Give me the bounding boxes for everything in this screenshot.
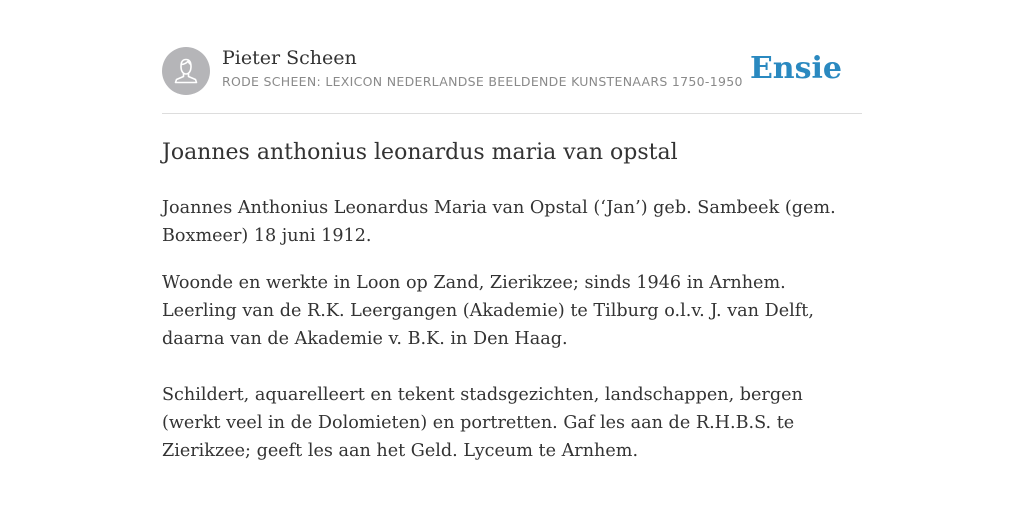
author-name-link[interactable]: Pieter Scheen <box>222 47 357 69</box>
ensie-logo[interactable]: Ensie <box>749 51 842 86</box>
author-header <box>162 46 862 96</box>
user-silhouette-icon <box>162 47 210 95</box>
source-title-link[interactable]: RODE SCHEEN: LEXICON NEDERLANDSE BEELDENDE KUNSTENAARS 1750-1950 <box>222 74 743 89</box>
author-avatar[interactable] <box>162 47 210 95</box>
article-paragraph-1: Joannes Anthonius Leonardus Maria van Opstal (‘Jan’) geb. Sambeek (gem. Boxmeer) 18 juni 1912. <box>162 198 836 246</box>
article-paragraph-3: Schildert, aquarelleert en tekent stadsgezichten, landschappen, bergen (werkt veel in de Dolomieten) en portretten. Gaf les aan de R.H.B.S. te Zierikzee; geeft les aan het Geld. Lyceum te Arnhem. <box>162 385 803 461</box>
header-divider <box>162 113 862 114</box>
article-body <box>162 137 862 465</box>
article-paragraph-2: Woonde en werkte in Loon op Zand, Zierikzee; sinds 1946 in Arnhem. Leerling van de R.K. Leergangen (Akademie) te Tilburg o.l.v. J. van Delft, daarna van de Akademie v. B.K. in Den Haag. <box>162 273 814 349</box>
article-title: Joannes anthonius leonardus maria van opstal <box>162 140 678 165</box>
